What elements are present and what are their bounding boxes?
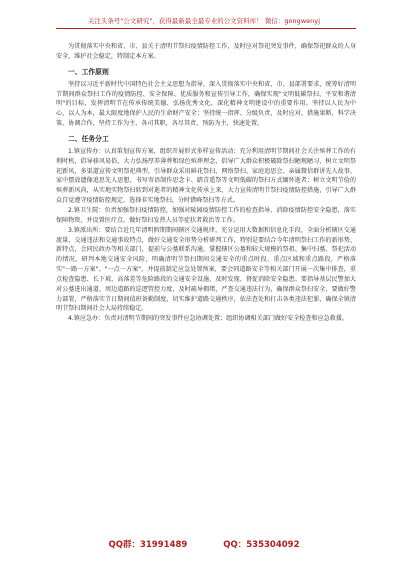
section-heading-tasks: 二、任务分工 bbox=[68, 134, 109, 143]
header-banner: 关注头条号"公文研究"，获得最新最全最专业的公文资料库！ 微信：gongwenyj bbox=[87, 17, 321, 25]
qq-group-number: QQ群：31991489 bbox=[108, 540, 188, 550]
intro-paragraph: 为贯彻落实中央和省、市、县关于清明节祭扫疫情防控工作，及时应对祭祀突发事件，确保祭祀群众的人身安全，维护社会稳定，特制定本方案。 bbox=[56, 43, 356, 60]
task-emergency-office: 4.镇应急办：负责对清明节期间的突发事件应急协调处置；组织协调相关部门做好安全检查和应急救援。 bbox=[68, 315, 349, 323]
principles-paragraph: 坚持以习近平新时代中国特色社会主义思想为指导，深入贯彻落实中央和省、市、县部署要求，统筹好清明节期间群众祭扫工作的疫情防控、安全保障、优质服务和宣传引导工作，确保实现"文明低碳祭扫、平安和谐清明"的目标，发挥清明节在传承传统美德、弘扬优秀文化、深化精神文明建设中的重要作用。坚持以人民为中心，以人为本，最大限度地保护人民的生命财产安全；坚持统一指挥、分级负责，及时应对、措施果断、科学决策、协调合作，坚持工作为主，各司其职，各尽其责，预防为主，快速处置。 bbox=[56, 80, 356, 128]
task-police-station: 3.镇派出所：要结合近几年清明假期期间辖区交通规律，充分运用大数据和信息化手段，全面分析辖区交通流量、交通违法和交通事故特点，做好交通安全形势分析研判工作，特别是要结合今年清明祭扫工作的新形势、新特点，会同民政办等相关部门，提前与公墓联系沟通，掌握辖区公墓和较大规模的祭祖、集中扫墓、祭祀活动的情况，研判本地交通安全风险，明确清明节祭扫期间交通安全的重点时段、重点区域和重点路段，严格落实"一路一方案"、"一点一方案"，并提前制定应急处置预案，要会同道路安全等相关部门开展一次集中排查，重点检查隐患、长下坡、高落差等危险路段的交通安全设施，及时发现、督促消除安全隐患。要指导基层民警加大对公墓进出通道、周边道路的巡逻管控力度，及时疏导拥堵，严查交通违法行为，确保群众祭扫安全，要做好警力部署，严格落实节日期间值班备勤制度，切实维护道路交通秩序，依法查处和打击各类违法犯罪，确保全镇清明节祭扫期间社会大局持续稳定。 bbox=[56, 226, 356, 313]
section-heading-principles: 一、工作原则 bbox=[68, 67, 109, 76]
task-health-center: 2.镇卫生院：负责加强祭扫疫情防控，加强对陵园疫情防控工作的检查指导，消除疫情防控安全隐患，落实保障物资，并设置医疗点，做好祭扫发热人员等症状者救治等工作。 bbox=[56, 206, 356, 224]
qq-number: QQ：535304092 bbox=[223, 540, 300, 550]
task-propaganda-office: 1.镇宣传办：认真策划宣传方案，组织开展形式多样宣传活动；充分利用清明节期间社会关注殡葬工作的有利时机，倡导移风易俗，大力弘扬厚养薄葬和绿色殡葬理念，倡导广大群众积极破除祭扫陋规陋习，树立文明祭祀新风，多渠道宣传文明祭祀典型，引导群众采用鲜花祭扫、网络祭扫、家庭追思会、亲属微信群讲先人故事、家中摆放遗像追思先人思想、书写寄语制作思念卡、踏青遥祭等文明低碳的祭扫方式缅怀逝者；树立文明节俭的殡葬新风尚，从实地实物祭扫转到对逝者的精神文化传承上来，大力宣传清明节祭扫疫情防控措施，引导广大群众自觉遵守疫情防控规定，选择非实地祭扫，分时错峰祭扫等方式。 bbox=[56, 147, 356, 205]
footer-contact bbox=[0, 538, 408, 550]
header-divider bbox=[56, 28, 356, 29]
document-body bbox=[56, 42, 356, 324]
